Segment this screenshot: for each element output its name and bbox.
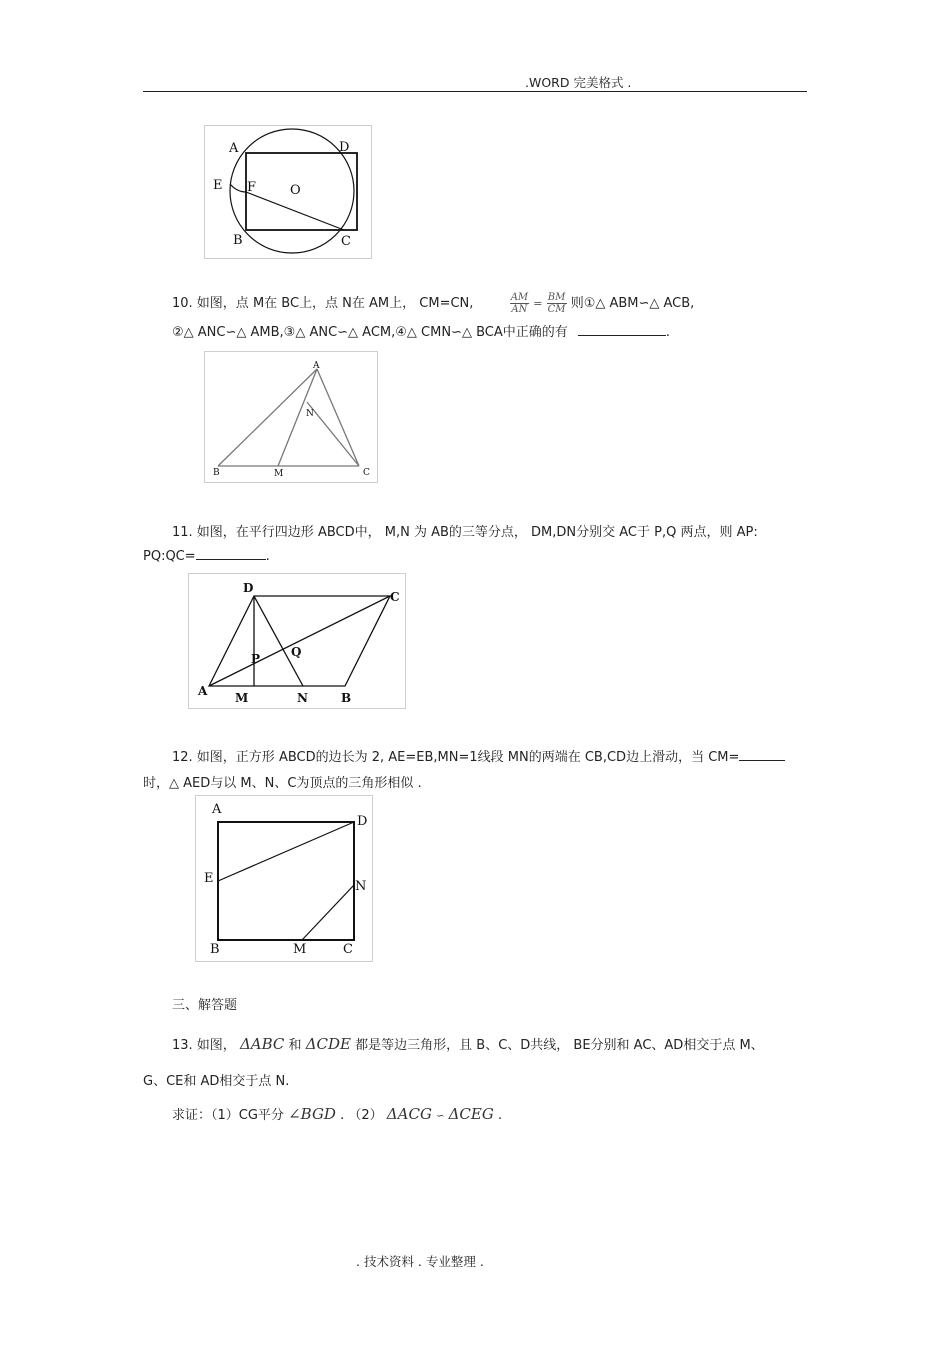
question-12-line-2: 时，△ AED与以 M、N、C为顶点的三角形相似 . [143,776,422,791]
label-f: F [247,180,257,195]
label-c: C [341,234,351,249]
question-10-line-1 [172,291,694,317]
label-m: M [293,942,307,957]
fraction-am-an: $\frac{AM}{AN}$ [510,292,529,315]
figure-triangle-abc [204,351,378,483]
q11-answer-blank [196,547,266,560]
label-c: C [363,468,370,478]
q10-text: 10. 如图，点 M在 BC上，点 N在 AM上， CM=CN, [172,296,474,311]
q10-answer-blank [578,323,666,336]
math-similar-sign: ∽ [436,1111,445,1122]
q10-suffix: 则①△ ABM∽△ ACB, [570,296,695,311]
segment-ef [230,184,246,192]
question-11-line-1: 11. 如图，在平行四边形 ABCD中， M,N 为 AB的三等分点， DM,DN分别交 AC于 P,Q 两点，则 AP: [172,525,758,540]
math-angle-bgd: ∠BGD [288,1105,336,1123]
label-b: B [210,942,220,957]
math-triangle-acg: ΔACG [386,1105,432,1123]
label-c: C [343,942,353,957]
label-n: N [297,691,308,705]
label-b: B [341,691,352,705]
question-12-line-1: 12. 如图，正方形 ABCD的边长为 2, AE=EB,MN=1线段 MN的两端在 CB,CD边上滑动，当 CM= [172,746,785,765]
square-abcd [218,822,354,940]
header-rule [143,91,807,92]
figure-circle-rectangle [204,125,372,259]
question-13-proof: 求证：（1）CG平分 ∠BGD . （2） ΔACG ∽ ΔCEG . [172,1105,503,1123]
label-a: A [198,684,208,698]
label-a: A [229,141,239,156]
figure-square-abcd [195,795,373,962]
question-13-line-2: G、CE和 AD相交于点 N. [143,1074,290,1089]
label-d: D [243,581,254,595]
label-p: P [251,652,261,666]
label-c: C [390,590,400,604]
segment-mn [302,885,354,940]
diagonal-ac [209,596,390,686]
label-b: B [213,468,220,478]
q12-answer-blank [739,748,785,761]
q10-line-2-text: ②△ ANC∽△ AMB,③△ ANC∽△ ACM,④△ CMN∽△ BCA中正确的有 [172,325,568,340]
page-footer: . 技术资料 . 专业整理 . [356,1254,484,1269]
label-e: E [213,178,223,193]
label-q: Q [291,645,302,659]
label-e: E [204,871,214,886]
label-d: D [357,814,368,829]
label-a: A [212,802,222,817]
rectangle-abcd [246,153,357,230]
label-n: N [355,879,367,894]
segment-nc [307,402,359,466]
label-n: N [306,409,314,419]
label-m: M [235,691,249,705]
q10-equals: = [533,297,543,310]
side-ab [218,369,317,466]
fraction-bm-cm: $\frac{BM}{CM}$ [547,292,566,315]
label-o: O [290,183,301,198]
question-11-line-2: PQ:QC= . [143,549,270,564]
segment-dn [254,596,303,686]
math-triangle-ceg: ΔCEG [448,1105,494,1123]
section-title-answers: 三、解答题 [172,998,238,1013]
math-triangle-cde: ΔCDE [305,1035,351,1053]
math-triangle-abc: ΔABC [239,1035,285,1053]
label-m: M [274,469,284,479]
figure-parallelogram-abcd [188,573,406,709]
question-13-line-1: 13. 如图， ΔABC 和 ΔCDE 都是等边三角形，且 B、C、D共线， BE分别和 AC、AD相交于点 M、 [172,1035,764,1053]
question-10-line-2: ②△ ANC∽△ AMB,③△ ANC∽△ ACM,④△ CMN∽△ BCA中正确的有 . [172,325,671,340]
segment-ed [218,822,354,881]
label-a: A [313,361,320,371]
label-d: D [339,140,350,155]
side-ac [317,369,359,466]
page-header: .WORD 完美格式 . [525,75,632,90]
label-b: B [233,233,243,248]
